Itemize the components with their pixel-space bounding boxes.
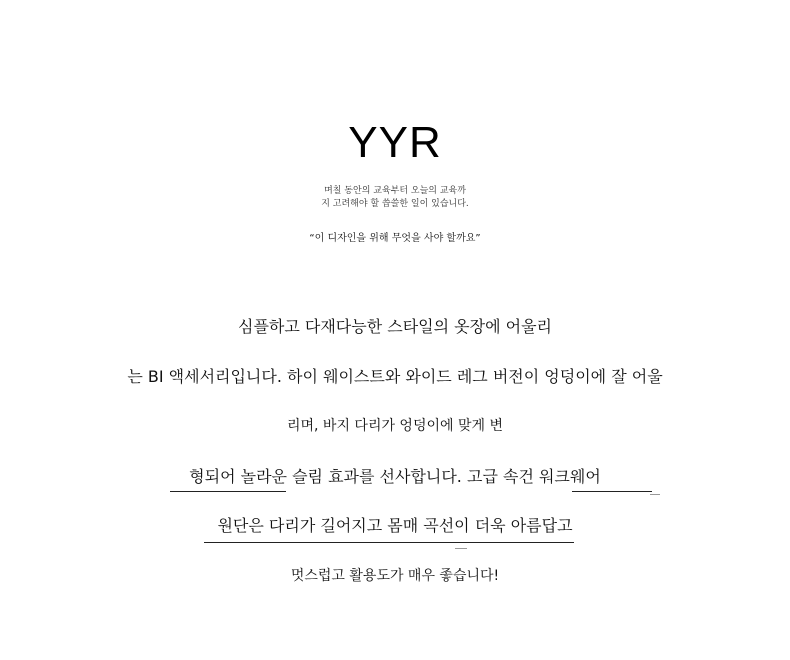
description-line: 심플하고 다재다능한 스타일의 옷장에 어울리: [237, 317, 552, 336]
underline-rule: [572, 491, 652, 492]
divider-speck: [455, 548, 467, 549]
description-line: 형되어 놀라운 슬림 효과를 선사합니다. 고급 속건 워크웨어: [189, 467, 601, 486]
description-line: 원단은 다리가 길어지고 몸매 곡선이 더욱 아름답고: [217, 516, 573, 535]
description-line: 는 BI 액세서리입니다. 하이 웨이스트와 와이드 레그 버전이 엉덩이에 잘 어울: [127, 367, 663, 386]
underline-rule: [170, 491, 286, 492]
underline-rule: [204, 542, 574, 543]
intro-line: 며칠 동안의 교육부터 오늘의 교육까: [324, 186, 466, 196]
intro-text: [0, 185, 790, 211]
brand-logo: YYR: [348, 118, 442, 167]
description-line: 멋스럽고 활용도가 매우 좋습니다!: [290, 568, 500, 584]
intro-line: 지 고려해야 할 씁쓸한 일이 있습니다.: [321, 199, 469, 209]
description-line: 리며, 바지 다리가 엉덩이에 맞게 변: [286, 418, 504, 434]
divider-speck: [650, 494, 660, 495]
quote-text: “이 디자인을 위해 무엇을 사야 할까요”: [309, 233, 481, 244]
